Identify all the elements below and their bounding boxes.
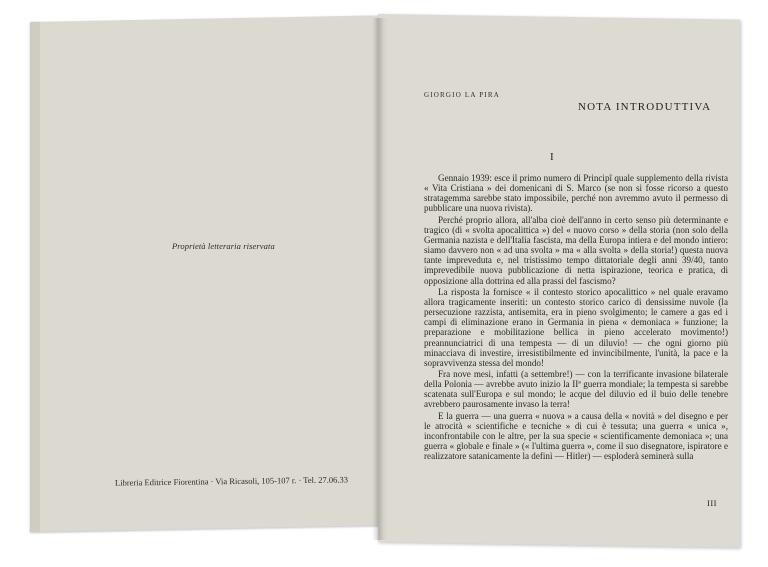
paragraph: Fra nove mesi, infatti (a settembre!) — con la terrificante invasione bilaterale della Polonia — avrebbe avuto inizio la IIª guerra mondiale; la tempesta si sarebbe scatenata sull'Europa e sul mondo; le acque del diluvio ed il buio delle tenebre avrebbero paurosamente invaso la terra! [424,368,728,410]
left-page [30,15,382,532]
page-number: III [707,498,717,508]
section-number: I [550,151,554,163]
left-page-edge [30,22,40,532]
paragraph: La risposta la fornisce « il contesto storico apocalittico » nel quale eravamo allora tragicamente inseriti: un contesto storico carico di densissime nuvole (la persecuzione razzista, antisemita, era in pieno svolgimento; le camere a gas ed i campi di eliminazione erano in Germania in piena « demoniaca » funzione; la preparazione e mobilitazione bellica in pieno accelerato movimento!) preannunciatrici di una tempesta — di un diluvio! — che ogni giorno più minacciava di investire, irresistibilmente ed invincibilmente, l'unità, la pace e la sopravvivenza stessa del mondo! [424,286,728,368]
body-text [424,173,728,462]
rights-notice: Proprietà letteraria riservata [172,241,275,251]
book-gutter [372,18,388,540]
paragraph: Perché proprio allora, all'alba cioè dell'anno in certo senso più determinante e tragico (di « svolta apocalittica ») del « nuovo corso » della storia (non solo della Germania nazista e dell'Italia fascista, ma della Europa intiera e del mondo intiero: siamo davvero non « ad una svolta » ma « alla svolta » della storia!) questa nuova tante impreveduta e, nel tristissimo tempo dittatoriale degli anni 39/40, tanto imprevedibile nuova pubblicazione di netta ispirazione, teorica e pratica, di opposizione alla dottrina ed alla prassi del fascismo? [424,214,728,286]
publisher-imprint: Libreria Editrice Fiorentina · Via Ricasoli, 105-107 r. · Tel. 27.06.33 [114,474,349,488]
paragraph: E la guerra — una guerra « nuova » a causa della « novità » del disegno e per le atrocità « scientifiche e tecniche » di cui è tessuta; una guerra « unica », inconfrontabile con le altre, per la sua specie « scientificamente demoniaca »; una guerra « globale e finale » (« l'ultima guerra », come il suo disegnatore, ispiratore e realizzatore satanicamente la definì — Hitler) — esploderà seminerà sulla [424,410,728,462]
paragraph: Gennaio 1939: esce il primo numero di Principî quale supplemento della rivista « Vita Cristiana » dei domenicani di S. Marco (se non si fosse ricorso a questo stratagemma sarebbe stato impossibile, perché non avremmo avuto il permesso di pubblicare una nuova rivista). [424,173,728,214]
chapter-title: NOTA INTRODUTTIVA [578,101,712,113]
running-head: GIORGIO LA PIRA [424,91,500,99]
